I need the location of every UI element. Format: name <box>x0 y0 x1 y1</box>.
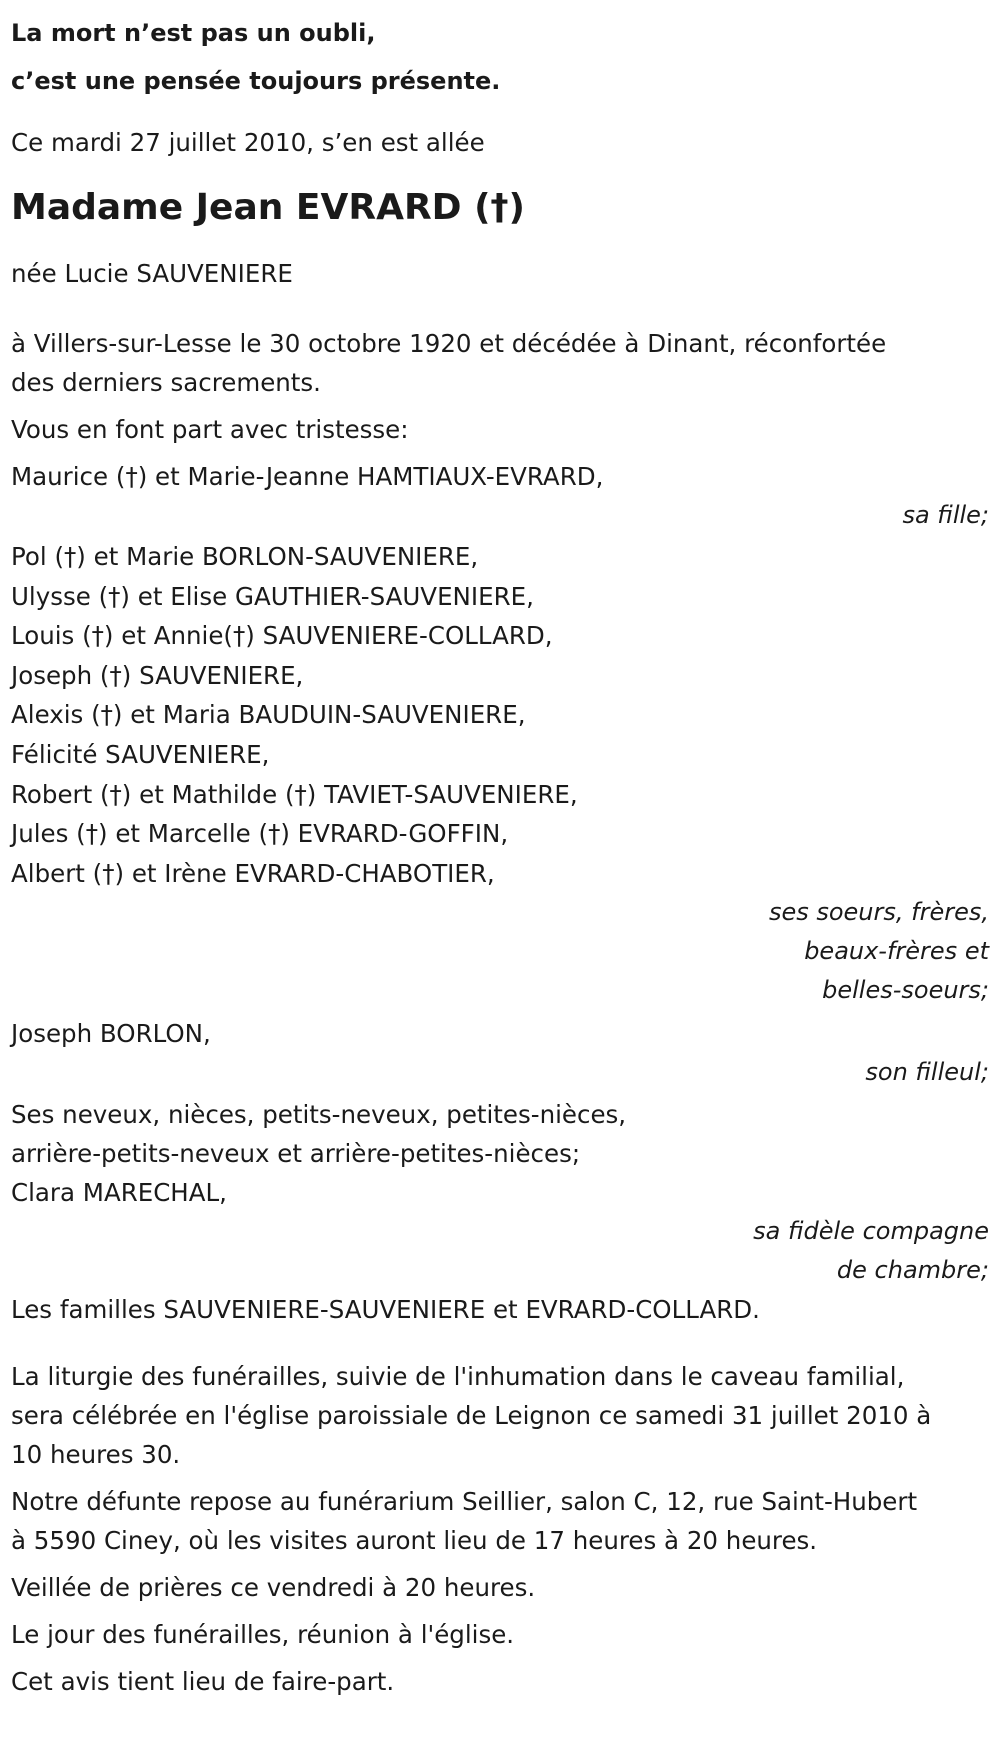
birth-death-line-1: à Villers-sur-Lesse le 30 octobre 1920 et décédée à Dinant, réconfortée <box>11 329 887 358</box>
list-item: Louis (†) et Annie(†) SAUVENIERE-COLLARD, <box>11 621 553 651</box>
funeral-line-3: 10 heures 30. <box>11 1440 181 1470</box>
epigraph-line-2: c’est une pensée toujours présente. <box>11 67 501 95</box>
list-item: Albert (†) et Irène EVRARD-CHABOTIER, <box>11 858 495 888</box>
rest-line-1: Notre défunte repose au funérarium Seillier, salon C, 12, rue Saint-Hubert <box>11 1487 918 1517</box>
maiden-name: née Lucie SAUVENIERE <box>11 259 293 288</box>
companion-entry <box>11 1173 989 1290</box>
vigil: Veillée de prières ce vendredi à 20 heures. <box>11 1573 536 1603</box>
siblings-role-line: ses soeurs, frères, <box>768 898 989 927</box>
godson-name: Joseph BORLON, <box>11 1019 211 1049</box>
list-item: Alexis (†) et Maria BAUDUIN-SAUVENIERE, <box>11 700 526 730</box>
daughter-entry <box>11 457 989 535</box>
announcement: Ce mardi 27 juillet 2010, s’en est allée <box>11 128 485 157</box>
companion-role-line: de chambre; <box>836 1256 989 1285</box>
siblings-role-line: beaux-frères et <box>804 937 989 966</box>
deceased-name: Madame Jean EVRARD (†) <box>11 187 525 228</box>
meeting: Le jour des funérailles, réunion à l'église. <box>11 1620 515 1650</box>
funeral-paragraph <box>11 1357 989 1474</box>
birth-death-line-2: des derniers sacrements. <box>11 368 321 397</box>
list-item: Joseph (†) SAUVENIERE, <box>11 660 304 690</box>
godson-entry <box>11 1014 989 1092</box>
funeral-line-2: sera célébrée en l'église paroissiale de Leignon ce samedi 31 juillet 2010 à <box>11 1401 932 1431</box>
birth-death-paragraph <box>11 324 989 402</box>
siblings-role-line: belles-soeurs; <box>822 976 989 1005</box>
funeral-line-1: La liturgie des funérailles, suivie de l'inhumation dans le caveau familial, <box>11 1362 905 1392</box>
nephews-entry <box>11 1095 989 1173</box>
companion-name: Clara MARECHAL, <box>11 1178 227 1208</box>
daughter-name: Maurice (†) et Marie-Jeanne HAMTIAUX-EVRARD, <box>11 462 604 491</box>
list-item: Robert (†) et Mathilde (†) TAVIET-SAUVENIERE, <box>11 779 578 809</box>
epigraph-line-1: La mort n’est pas un oubli, <box>11 19 376 47</box>
rest-paragraph <box>11 1482 989 1560</box>
rest-line-2: à 5590 Ciney, où les visites auront lieu de 17 heures à 20 heures. <box>11 1526 818 1556</box>
nephews-line-2: arrière-petits-neveux et arrière-petites-nièces; <box>11 1139 581 1169</box>
siblings-list <box>11 537 989 893</box>
notice: Cet avis tient lieu de faire-part. <box>11 1667 395 1697</box>
siblings-role <box>11 893 989 1010</box>
families: Les familles SAUVENIERE-SAUVENIERE et EVRARD-COLLARD. <box>11 1295 760 1325</box>
nephews-line-1: Ses neveux, nièces, petits-neveux, petites-nièces, <box>11 1100 627 1130</box>
obituary-notice <box>11 9 989 1701</box>
list-item: Ulysse (†) et Elise GAUTHIER-SAUVENIERE, <box>11 581 534 611</box>
epigraph <box>11 9 989 105</box>
intro: Vous en font part avec tristesse: <box>11 415 409 444</box>
list-item: Pol (†) et Marie BORLON-SAUVENIERE, <box>11 542 479 571</box>
daughter-role: sa fille; <box>902 501 989 529</box>
list-item: Félicité SAUVENIERE, <box>11 739 270 769</box>
godson-role: son filleul; <box>865 1058 989 1087</box>
list-item: Jules (†) et Marcelle (†) EVRARD-GOFFIN, <box>11 819 509 849</box>
companion-role-line: sa fidèle compagne <box>753 1217 989 1246</box>
